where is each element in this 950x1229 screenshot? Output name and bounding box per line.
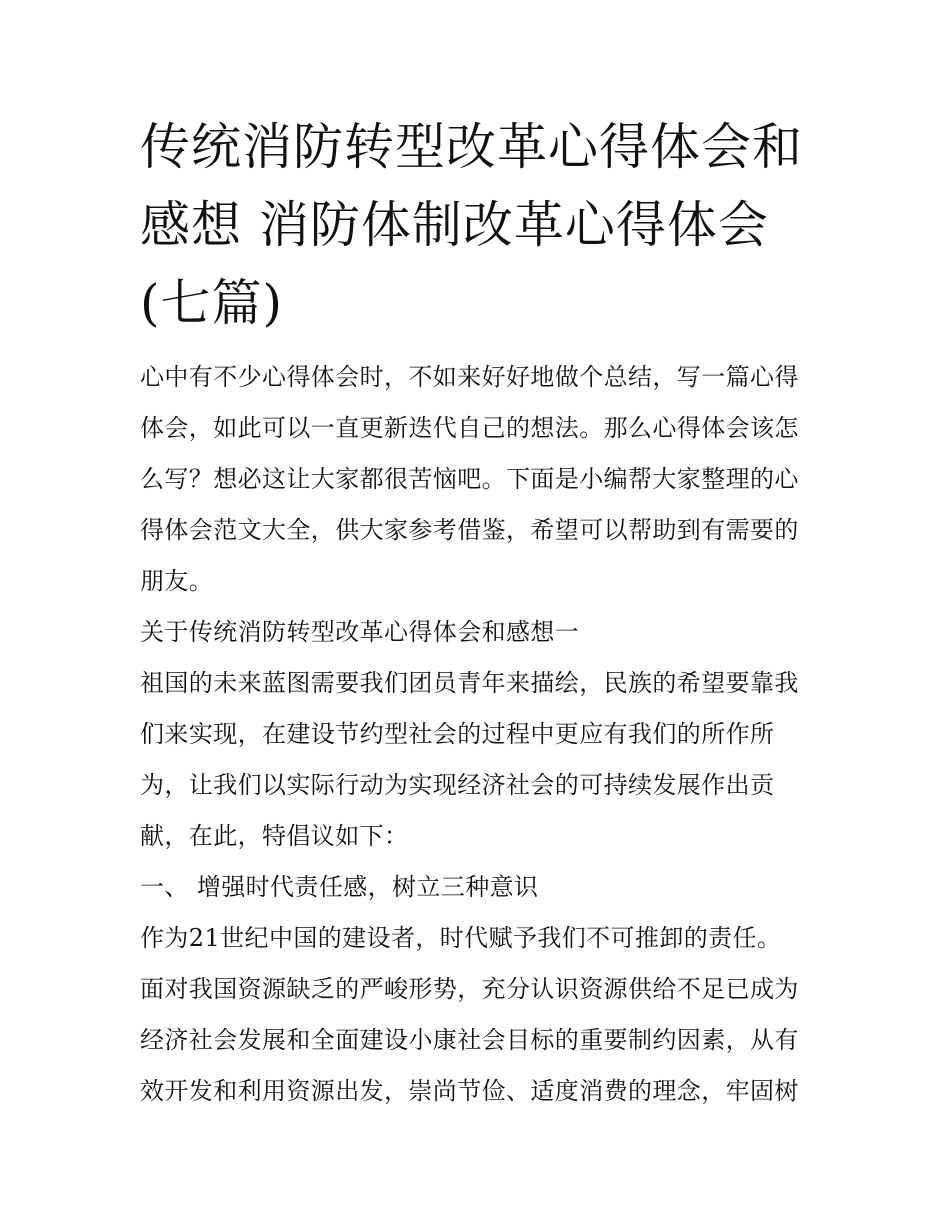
body-line: 经济社会发展和全面建设小康社会目标的重要制约因素，从有 — [140, 1026, 799, 1054]
body-line: 体会，如此可以一直更新迭代自己的想法。那么心得体会该怎 — [140, 414, 799, 442]
body-line: 面对我国资源缺乏的严峻形势，充分认识资源供给不足已成为 — [140, 975, 799, 1003]
subsection-heading: 一、 增强时代责任感，树立三种意识 — [140, 873, 539, 901]
body-line: 得体会范文大全，供大家参考借鉴，希望可以帮助到有需要的 — [140, 516, 799, 544]
body-line: 么写？想必这让大家都很苦恼吧。下面是小编帮大家整理的心 — [140, 465, 799, 493]
document-title — [140, 108, 820, 342]
title-line-3: (七篇) — [140, 274, 284, 332]
body-line: 效开发和利用资源出发，崇尚节俭、适度消费的理念，牢固树 — [140, 1077, 799, 1105]
title-line-1: 传统消防转型改革心得体会和 — [140, 118, 803, 176]
body-line: 们来实现，在建设节约型社会的过程中更应有我们的所作所 — [140, 720, 775, 748]
body-line: 朋友。 — [140, 567, 214, 595]
body-line: 为，让我们以实际行动为实现经济社会的可持续发展作出贡 — [140, 771, 775, 799]
section-heading: 关于传统消防转型改革心得体会和感想一 — [140, 618, 580, 646]
title-line-2: 感想 消防体制改革心得体会 — [140, 196, 769, 254]
body-line: 心中有不少心得体会时，不如来好好地做个总结，写一篇心得 — [140, 363, 799, 391]
body-line: 献，在此，特倡议如下： — [140, 822, 409, 850]
document-body — [140, 352, 830, 1117]
body-line: 作为21世纪中国的建设者，时代赋予我们不可推卸的责任。 — [140, 924, 782, 952]
body-line: 祖国的未来蓝图需要我们团员青年来描绘，民族的希望要靠我 — [140, 669, 799, 697]
